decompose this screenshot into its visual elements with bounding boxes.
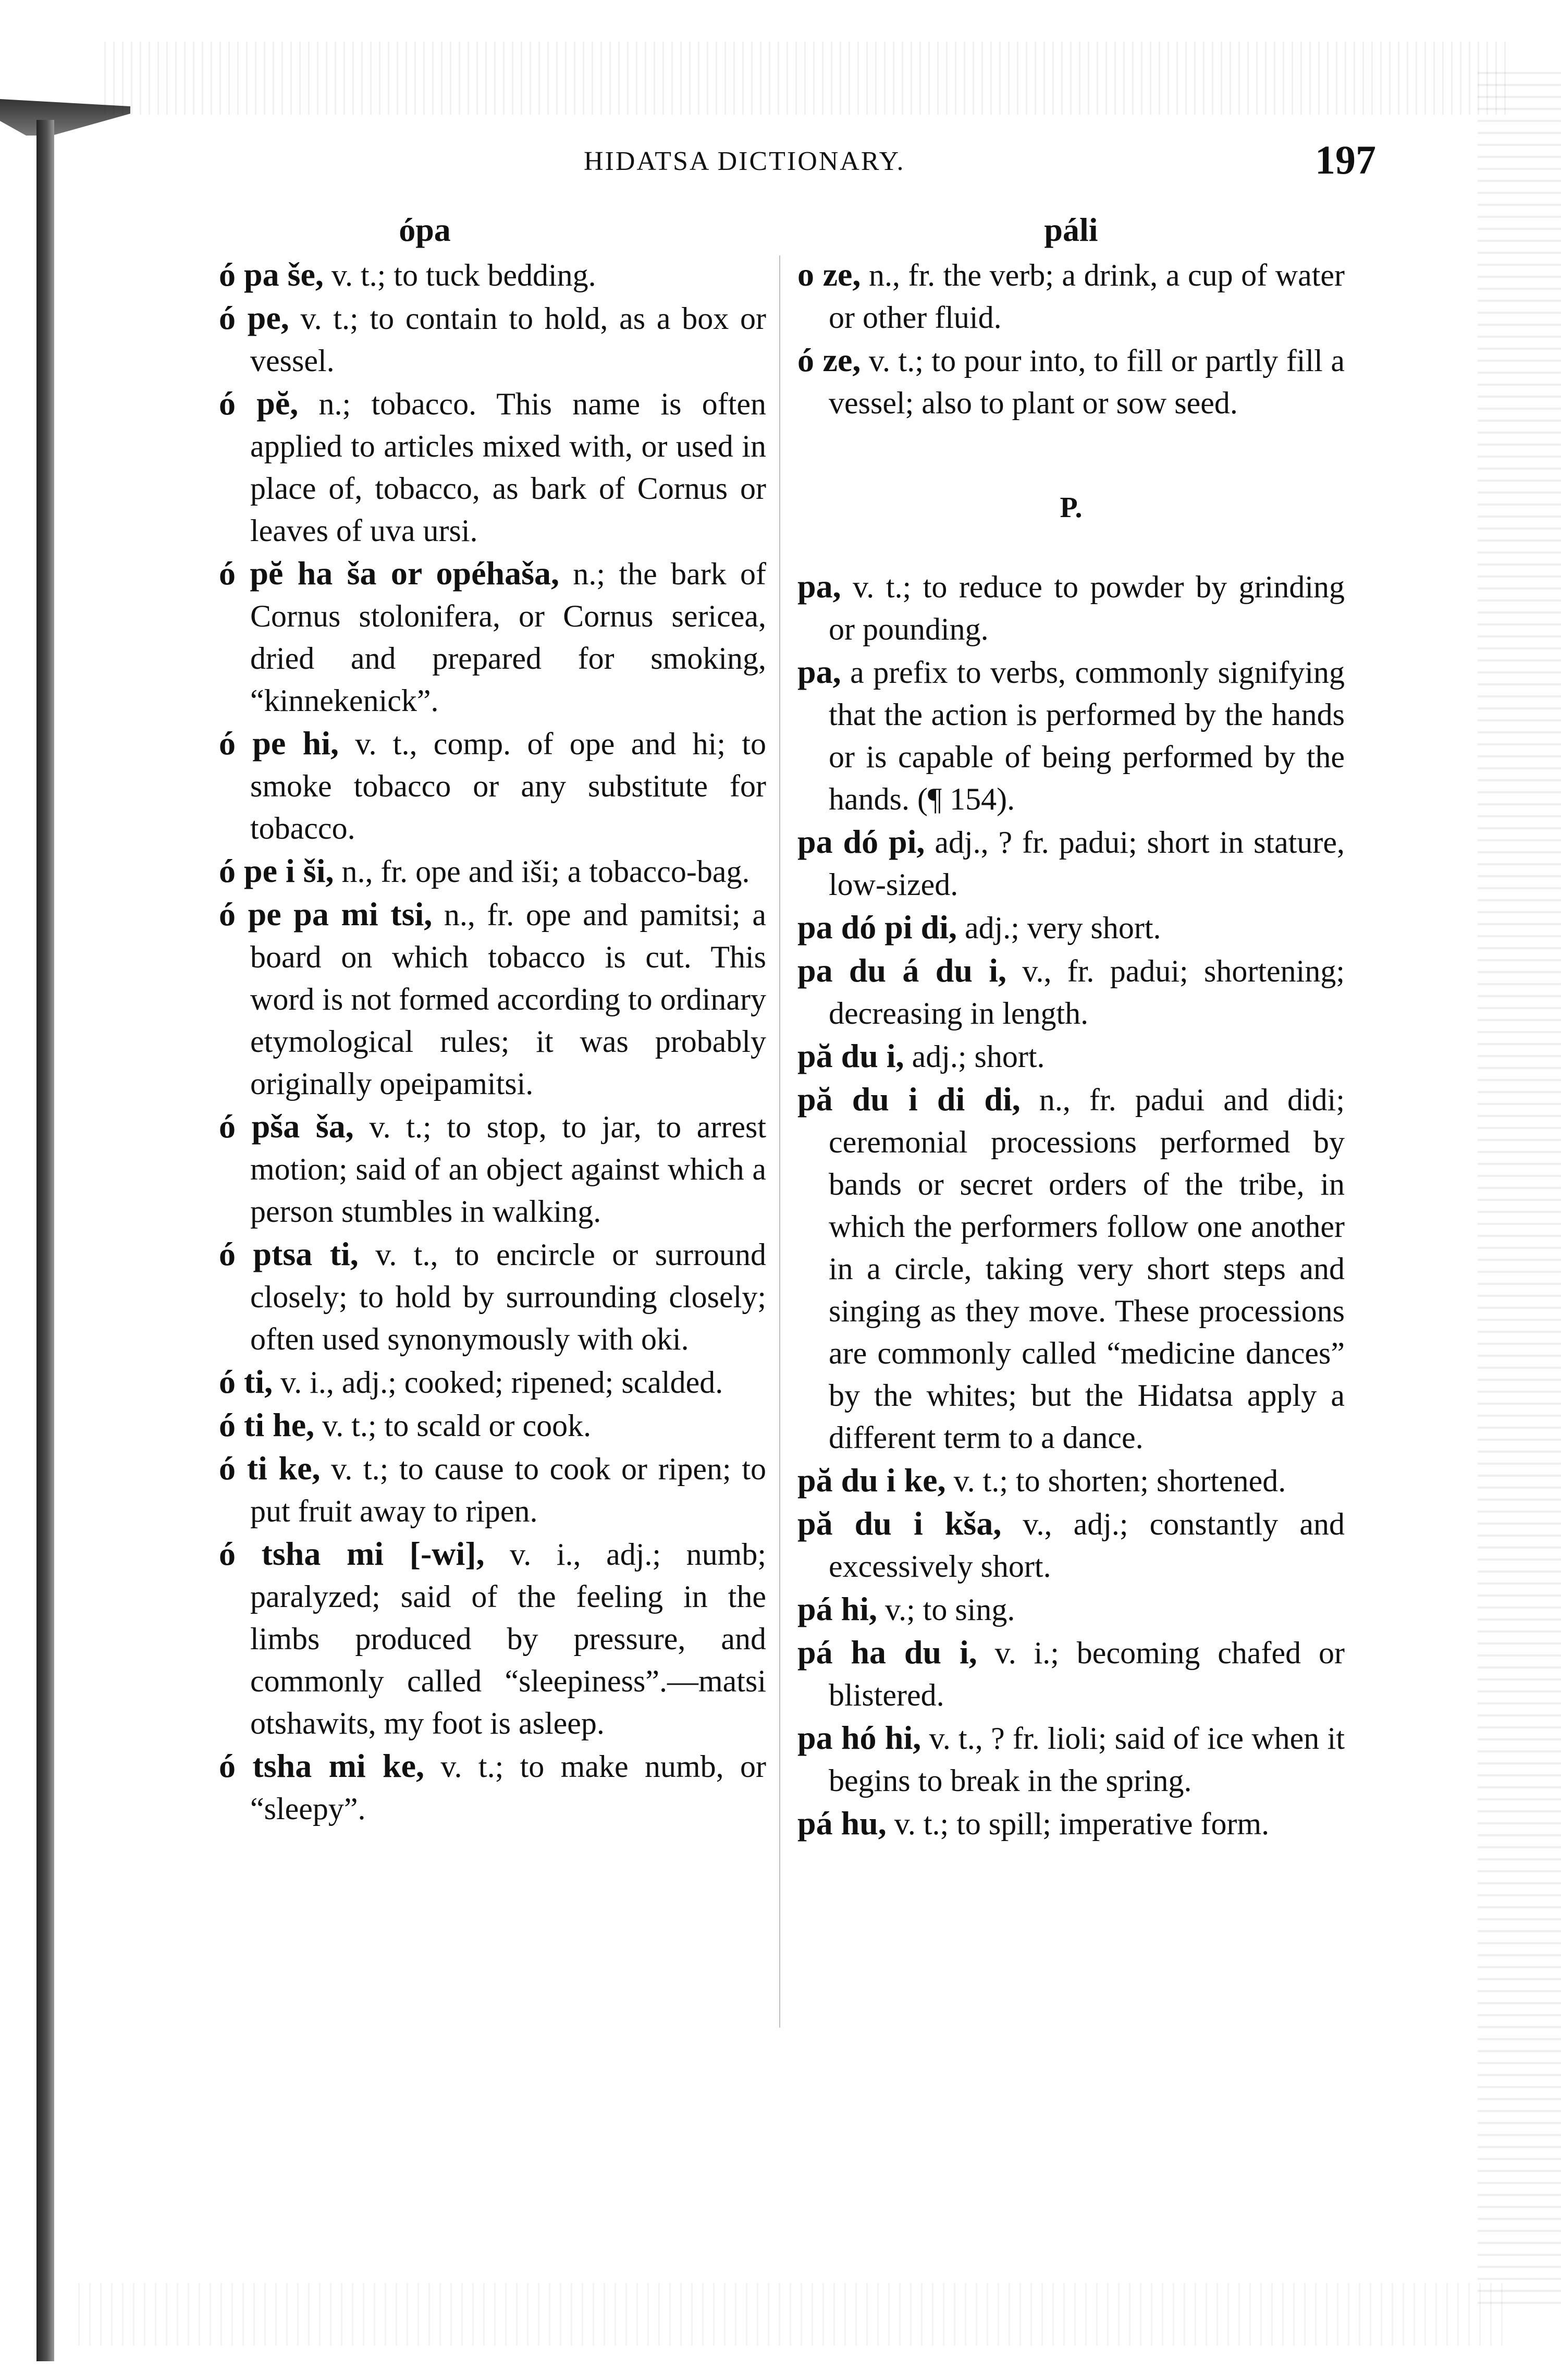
entry-definition: v. t.; to tuck bedding. [323, 258, 596, 292]
dictionary-entry [797, 949, 1345, 1035]
entry-headword: pa dó pi, [797, 823, 925, 860]
right-entry-list-top [797, 253, 1345, 424]
entry-definition: v. t., comp. of ope and hi; to smoke tobacco or any substitute for tobacco. [250, 727, 767, 845]
dictionary-entry [219, 1404, 766, 1447]
entry-definition: v. t.; to pour into, to fill or partly fill a vessel; also to plant or sow seed. [829, 343, 1345, 420]
dictionary-entry [797, 1631, 1345, 1716]
entry-definition: v., adj.; constantly and excessively short. [829, 1507, 1345, 1584]
dictionary-entry [219, 253, 766, 297]
dictionary-entry [219, 850, 766, 893]
entry-definition: v. i., adj.; numb; paralyzed; said of the feeling in the limbs produced by pressure, and commonly called “sleepiness”.—matsi otshawits, my foot is asleep. [250, 1537, 766, 1740]
entry-headword: pa dó pi di, [797, 909, 957, 946]
entry-headword: pá ha du i, [797, 1634, 977, 1671]
right-entry-list [797, 565, 1345, 1845]
guide-word-left: ópa [399, 211, 451, 248]
entry-headword: pá hi, [797, 1590, 877, 1627]
left-column [219, 208, 766, 1830]
dictionary-entry [219, 1360, 766, 1404]
dictionary-entry [797, 1588, 1345, 1631]
dictionary-entry [219, 297, 766, 382]
entry-headword: ó pĕ, [219, 385, 299, 422]
entry-definition: v. t.; to shorten; shortened. [945, 1464, 1286, 1498]
dictionary-entry [219, 893, 766, 1105]
entry-definition: n.; the bark of Cornus stolonifera, or Cornus sericea, dried and prepared for smoking, “kinnekenick”. [250, 557, 767, 718]
dictionary-entry [219, 552, 766, 722]
entry-definition: v. t.; to stop, to jar, to arrest motion; said of an object against which a person stumbles in walking. [250, 1110, 767, 1229]
dictionary-entry [219, 1745, 766, 1830]
section-letter: P. [1060, 492, 1083, 524]
guide-word-right: páli [1044, 211, 1098, 248]
entry-definition: v. i., adj.; cooked; ripened; scalded. [273, 1365, 723, 1400]
dictionary-entry [797, 1078, 1345, 1459]
dictionary-entry [797, 1459, 1345, 1502]
entry-definition: v. t.; to cause to cook or ripen; to put fruit away to ripen. [250, 1452, 766, 1528]
entry-definition: v., fr. padui; shortening; decreasing in length. [829, 954, 1345, 1030]
entry-headword: ó ti, [219, 1363, 273, 1400]
entry-definition: v. t.; to make numb, or “sleepy”. [250, 1749, 767, 1826]
dictionary-entry [219, 722, 766, 850]
entry-headword: pá hu, [797, 1805, 887, 1842]
dictionary-entry [797, 565, 1345, 651]
entry-definition: adj., ? fr. padui; short in stature, low-sized. [829, 825, 1345, 902]
entry-definition: a prefix to verbs, commonly signifying that the action is performed by the hands or is capable of being performed by the hands. (¶ 154). [829, 655, 1345, 816]
entry-headword: ó pĕ ha ša or opéhaša, [219, 555, 560, 592]
entry-headword: ó pa še, [219, 256, 324, 293]
entry-headword: pă du i, [797, 1037, 904, 1074]
dictionary-entry [219, 1447, 766, 1532]
dictionary-entry [797, 906, 1345, 949]
entry-headword: pa du á du i, [797, 952, 1007, 989]
entry-headword: ó ti ke, [219, 1450, 321, 1487]
column-separator [779, 255, 780, 2028]
dictionary-entry [797, 253, 1345, 339]
dictionary-entry [219, 1233, 766, 1360]
dictionary-entry [797, 339, 1345, 424]
entry-definition: adj.; very short. [956, 911, 1161, 945]
entry-headword: ó tsha mi ke, [219, 1747, 425, 1784]
dictionary-entry [797, 1802, 1345, 1845]
paper-speckle-top [104, 42, 1511, 115]
entry-definition: v. t.; to contain to hold, as a box or vessel. [250, 301, 766, 378]
entry-headword: pă du i di di, [797, 1081, 1021, 1118]
entry-headword: ó ptsa ti, [219, 1235, 359, 1272]
dictionary-entry [219, 1105, 766, 1233]
dictionary-entry [219, 382, 766, 552]
entry-headword: ó pe pa mi tsi, [219, 895, 433, 933]
entry-headword: ó ti he, [219, 1406, 315, 1443]
entry-definition: v. t.; to scald or cook. [314, 1408, 592, 1443]
entry-headword: pa hó hi, [797, 1719, 921, 1756]
entry-headword: ó pe hi, [219, 725, 339, 762]
page-header [521, 137, 1407, 188]
running-head: HIDATSA DICTIONARY. [584, 146, 905, 176]
dictionary-entry [797, 651, 1345, 820]
entry-definition: v.; to sing. [877, 1592, 1015, 1627]
page-number: 197 [1315, 137, 1376, 182]
entry-headword: ó pša ša, [219, 1108, 354, 1145]
entry-headword: ó ze, [797, 341, 861, 378]
entry-headword: ó pe i ši, [219, 852, 334, 889]
entry-definition: v. t.; to reduce to powder by grinding or pounding. [829, 570, 1345, 646]
entry-definition: n., fr. padui and didi; ceremonial processions performed by bands or secret orders of the tribe, in which the performers follow one another in a circle, taking very short steps and singing as they move. These processions are commonly called “medicine dances” by the whites; but the Hidatsa apply a different term to a dance. [829, 1083, 1345, 1455]
dictionary-entry [797, 820, 1345, 906]
entry-headword: pa, [797, 653, 841, 690]
dictionary-entry [797, 1502, 1345, 1588]
entry-definition: v. i.; becoming chafed or blistered. [829, 1636, 1345, 1712]
entry-headword: ó pe, [219, 299, 289, 336]
entry-definition: v. t., ? fr. lioli; said of ice when it begins to break in the spring. [829, 1721, 1345, 1798]
right-column [797, 208, 1345, 1845]
entry-definition: v. t.; to spill; imperative form. [886, 1807, 1270, 1841]
dictionary-entry [797, 1716, 1345, 1802]
entry-definition: n., fr. ope and pamitsi; a board on which tobacco is cut. This word is not formed according to ordinary etymological rules; it was probably originally opeipamitsi. [250, 898, 767, 1101]
entry-headword: pă du i ke, [797, 1462, 946, 1499]
entry-headword: pa, [797, 568, 841, 605]
entry-headword: o ze, [797, 256, 861, 293]
entry-definition: v. t., to encircle or surround closely; to hold by surrounding closely; often used synonymously with oki. [250, 1237, 767, 1356]
entry-headword: ó tsha mi [-wi], [219, 1535, 485, 1572]
paper-speckle-bottom [78, 2283, 1511, 2346]
entry-headword: pă du i kša, [797, 1505, 1002, 1542]
dictionary-entry [797, 1035, 1345, 1078]
left-entry-list [219, 253, 766, 1830]
dictionary-entry [219, 1532, 766, 1745]
entry-definition: n., fr. ope and iši; a tobacco-bag. [334, 854, 750, 889]
book-spine-edge [36, 120, 54, 2361]
entry-definition: n.; tobacco. This name is often applied to articles mixed with, or used in place of, tobacco, as bark of Cornus or leaves of uva ursi. [250, 387, 766, 548]
paper-speckle-right [1478, 63, 1561, 2304]
entry-definition: adj.; short. [904, 1039, 1045, 1074]
entry-definition: n., fr. the verb; a drink, a cup of water or other fluid. [829, 258, 1345, 335]
